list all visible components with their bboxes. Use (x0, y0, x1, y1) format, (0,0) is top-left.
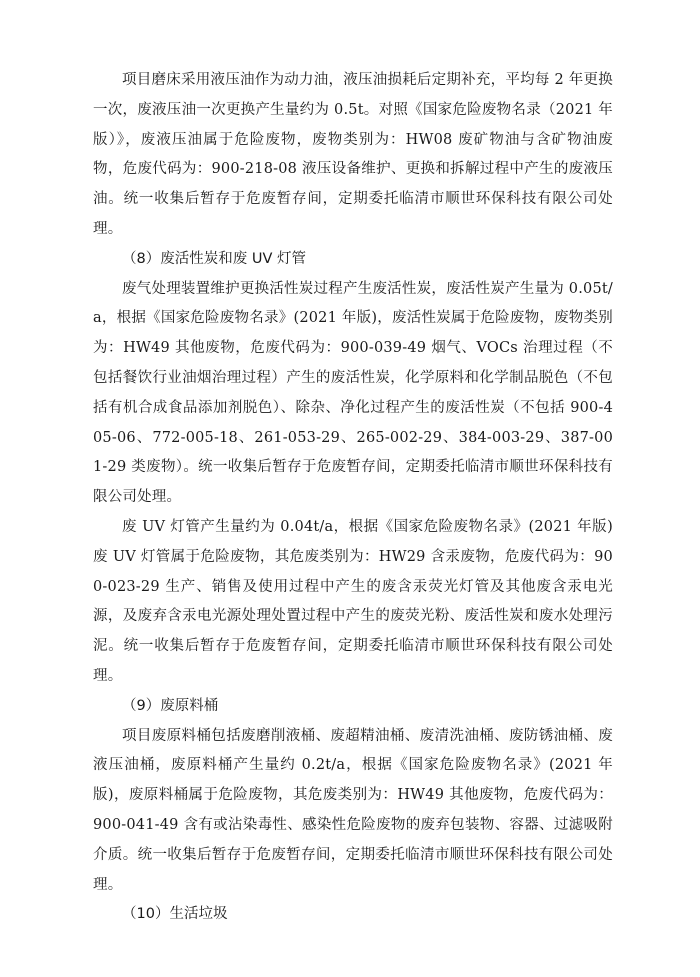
paragraph-waste-activated-carbon: 废气处理装置维护更换活性炭过程产生废活性炭，废活性炭产生量为 0.05t/a，根据《国家危险废物名录》(2021 年版)，废活性炭属于危险废物，废物类别为：HW49 其他废物，危废代码为：900-039-49 烟气、VOCs 治理过程（不包括餐饮行业油烟治理过程）产生的废活性炭，化学原料和化学制品脱色（不包括有机合成食品添加剂脱色）、除杂、净化过程产生的废活性炭（不包括 900-405-06、772-005-18、261-053-29、265-002-29、384-003-29、387-001-29 类废物）。统一收集后暂存于危废暂存间，定期委托临清市顺世环保科技有限公司处理。 (93, 280, 613, 506)
section-heading-8: （8）废活性炭和废 UV 灯管 (122, 250, 306, 267)
section-heading-9: （9）废原料桶 (122, 697, 219, 714)
paragraph-waste-raw-material-drums: 项目废原料桶包括废磨削液桶、废超精油桶、废清洗油桶、废防锈油桶、废液压油桶，废原料桶产生量约 0.2t/a，根据《国家危险废物名录》(2021 年版)，废原料桶属于危险废物，其危废类别为：HW49 其他废物，危废代码为：900-041-49 含有或沾染毒性、感染性危险废物的废弃包装物、容器、过滤吸附介质。统一收集后暂存于危废暂存间，定期委托临清市顺世环保科技有限公司处理。 (93, 727, 613, 893)
section-heading-10: （10）生活垃圾 (122, 906, 228, 923)
document-body (93, 66, 613, 930)
paragraph-waste-hydraulic-oil: 项目磨床采用液压油作为动力油，液压油损耗后定期补充，平均每 2 年更换一次，废液压油一次更换产生量约为 0.5t。对照《国家危险废物名录（2021 年版）》，废液压油属于危险废物，废物类别为：HW08 废矿物油与含矿物油废物，危废代码为：900-218-08 液压设备维护、更换和拆解过程中产生的废液压油。统一收集后暂存于危废暂存间，定期委托临清市顺世环保科技有限公司处理。 (93, 72, 613, 237)
paragraph-waste-uv-lamp: 废 UV 灯管产生量约为 0.04t/a，根据《国家危险废物名录》(2021 年版) 废 UV 灯管属于危险废物，其危废类别为：HW29 含汞废物，危废代码为：900-023-29 生产、销售及使用过程中产生的废含汞荧光灯管及其他废含汞电光源，及废弃含汞电光源处理处置过程中产生的废荧光粉、废活性炭和废水处理污泥。统一收集后暂存于危废暂存间，定期委托临清市顺世环保科技有限公司处理。 (93, 518, 613, 684)
